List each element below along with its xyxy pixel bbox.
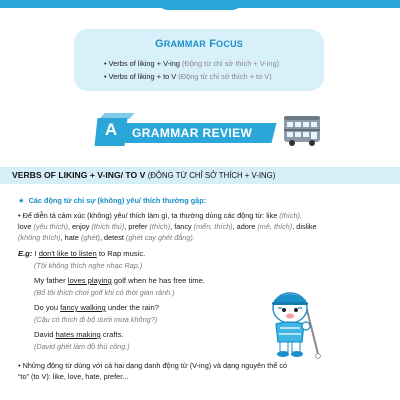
section-heading-bar bbox=[0, 167, 400, 184]
underlined-phrase: loves playing bbox=[67, 276, 112, 285]
star-heading bbox=[18, 196, 206, 205]
focus-item-tov bbox=[104, 72, 314, 81]
focus-title-part: OCUS bbox=[216, 39, 243, 49]
example-4-translation: (David ghét làm đồ thủ công.) bbox=[34, 342, 130, 351]
text-vi: (ghét) bbox=[80, 233, 100, 242]
text: golf when he has free time. bbox=[111, 276, 205, 285]
bullet1-line3 bbox=[18, 233, 195, 242]
example-1-translation: (Tôi không thích nghe nhạc Rap.) bbox=[34, 261, 143, 270]
focus-item-ving bbox=[104, 59, 314, 68]
text: to Rap music. bbox=[96, 249, 146, 258]
text: My father bbox=[34, 276, 68, 285]
text: , dislike bbox=[292, 222, 317, 231]
text: crafts. bbox=[100, 330, 124, 339]
grammar-focus-box bbox=[74, 29, 324, 91]
text: , enjoy bbox=[67, 222, 92, 231]
text-vi: (thích) bbox=[149, 222, 171, 231]
grammar-review-header bbox=[96, 116, 306, 148]
underlined-phrase: fancy walking bbox=[60, 303, 106, 312]
focus-title-part: G bbox=[155, 38, 164, 50]
bullet1-line1 bbox=[18, 211, 302, 220]
text-vi: (thích), bbox=[279, 211, 303, 220]
section-heading-en: VERBS OF LIKING + V-ING/ TO V bbox=[12, 170, 148, 180]
text: • Để diễn tả cảm xúc (không) yêu/ thích làm gì, ta thường dùng các động từ: like bbox=[18, 211, 280, 220]
text: , hate bbox=[60, 233, 81, 242]
example-4 bbox=[34, 330, 124, 339]
text-vi: (không thích) bbox=[18, 233, 61, 242]
text: , fancy bbox=[170, 222, 194, 231]
text: under the rain? bbox=[105, 303, 159, 312]
underlined-phrase: don't like to listen bbox=[38, 249, 97, 258]
star-icon: ★ bbox=[18, 196, 25, 205]
top-banner-tab bbox=[158, 0, 242, 10]
focus-item-vi: (Động từ chỉ sở thích + to V) bbox=[178, 72, 272, 81]
focus-item-en: • Verbs of liking + V-ing bbox=[104, 59, 182, 68]
text: love bbox=[18, 222, 34, 231]
review-title: GRAMMAR REVIEW bbox=[132, 126, 253, 140]
eg-label: E.g: bbox=[18, 249, 33, 258]
bullet2-line2: “to” (to V): like, love, hate, prefer... bbox=[18, 372, 129, 381]
bullet2-line1: • Những động từ dùng với cả hai dạng danh động từ (V-ing) và dạng nguyên thể có bbox=[18, 361, 288, 370]
section-heading-vi: (ĐỘNG TỪ CHỈ SỞ THÍCH + V-ING) bbox=[147, 171, 276, 180]
tiger-golfer-illustration-icon bbox=[262, 286, 324, 360]
text-vi: (yêu thích) bbox=[33, 222, 68, 231]
review-section-letter: A bbox=[104, 120, 118, 139]
text: Do you bbox=[34, 303, 61, 312]
text: I bbox=[32, 249, 39, 258]
star-heading-text: Các động từ chỉ sự (không) yêu/ thích thường gặp: bbox=[28, 196, 207, 205]
bullet1-line2 bbox=[18, 222, 317, 231]
focus-title-part: F bbox=[205, 38, 217, 50]
example-1 bbox=[18, 249, 145, 258]
text-vi: (ghét cay ghét đắng). bbox=[125, 233, 195, 242]
focus-item-vi: (Động từ chỉ sở thích + V-ing) bbox=[181, 59, 280, 68]
example-2 bbox=[34, 276, 205, 285]
underlined-phrase: hates making bbox=[55, 330, 101, 339]
example-3 bbox=[34, 303, 159, 312]
text: , adore bbox=[232, 222, 258, 231]
example-3-translation: (Cậu có thích đi bộ dưới mưa không?) bbox=[34, 315, 158, 324]
focus-title-part: RAMMAR bbox=[163, 39, 206, 49]
text-vi: (thích thú) bbox=[91, 222, 125, 231]
example-2-translation: (Bố tôi thích chơi golf khi có thời gian rảnh.) bbox=[34, 288, 175, 297]
grammar-focus-title bbox=[74, 38, 324, 50]
text: , detest bbox=[99, 233, 126, 242]
text-vi: (mê, thích) bbox=[257, 222, 293, 231]
text: David bbox=[34, 330, 56, 339]
text: , prefer bbox=[124, 222, 150, 231]
section-heading bbox=[12, 170, 275, 180]
text-vi: (mến, thích) bbox=[193, 222, 233, 231]
double-decker-bus-icon bbox=[282, 113, 322, 147]
focus-item-en: • Verbs of liking + to V bbox=[104, 72, 179, 81]
